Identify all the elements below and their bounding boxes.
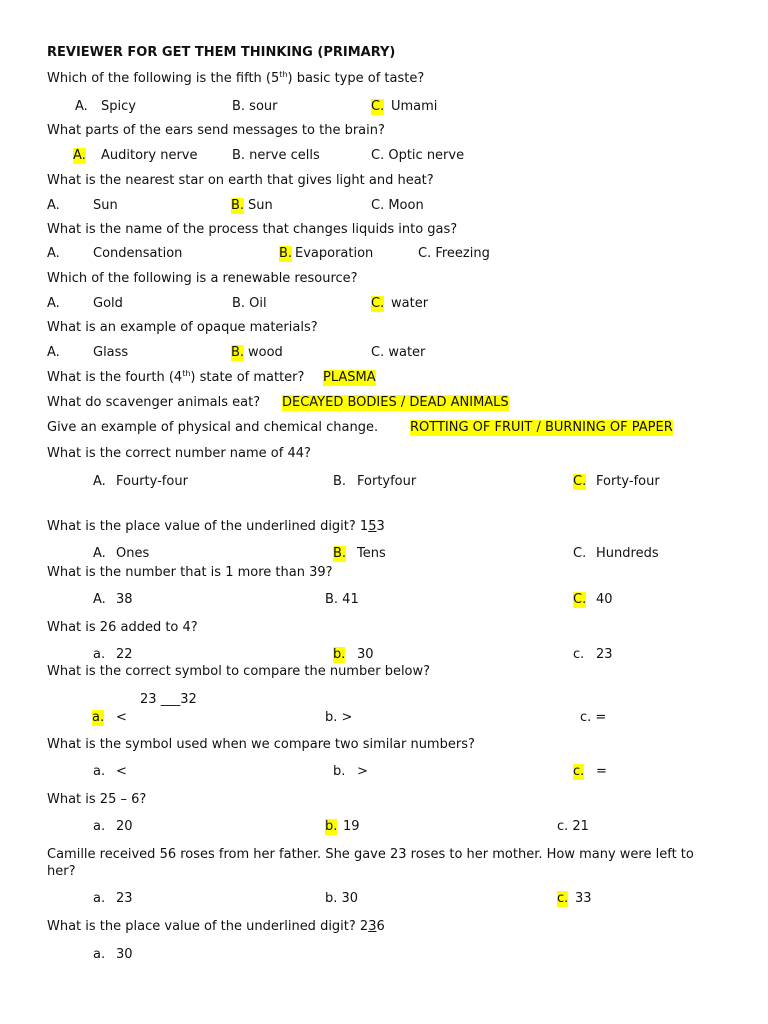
q2-option-c: C. Optic nerve <box>371 148 465 163</box>
q9-answer: ROTTING OF FRUIT / BURNING OF PAPER <box>410 420 673 435</box>
q15-option-b: > <box>357 764 368 779</box>
q10-option-a: Fourty-four <box>116 474 188 489</box>
question-2: What parts of the ears send messages to the brain? <box>47 123 385 138</box>
q15-option-b-letter: b. <box>333 764 346 779</box>
q7-sup: th <box>182 369 191 378</box>
document-title: REVIEWER FOR GET THEM THINKING (PRIMARY) <box>47 45 396 60</box>
q15-option-c: = <box>596 764 607 779</box>
q8-answer: DECAYED BODIES / DEAD ANIMALS <box>282 395 509 410</box>
q2-option-b: B. nerve cells <box>232 148 320 163</box>
q17-option-b: b. 30 <box>325 891 359 906</box>
question-3: What is the nearest star on earth that gives light and heat? <box>47 173 434 188</box>
q1-option-b: B. sour <box>232 99 278 114</box>
q1-text: Which of the following is the fifth (5 <box>47 71 280 86</box>
q1-option-a: Spicy <box>101 99 136 114</box>
question-4: What is the name of the process that changes liquids into gas? <box>47 222 458 237</box>
question-13: What is 26 added to 4? <box>47 620 198 635</box>
q1-option-c-letter: C. <box>371 99 385 114</box>
q17-option-a: 23 <box>116 891 133 906</box>
q1-sup: th <box>279 70 288 79</box>
q6-option-b-letter: B. <box>231 345 245 360</box>
q5-option-a-letter: A. <box>47 296 60 311</box>
q13-option-a: 22 <box>116 647 133 662</box>
q16-option-c: c. 21 <box>557 819 589 834</box>
q1-option-c: Umami <box>391 99 438 114</box>
q4-option-a-letter: A. <box>47 246 60 261</box>
q7-answer: PLASMA <box>323 370 376 385</box>
q11-option-c: Hundreds <box>596 546 659 561</box>
q11-option-a-letter: A. <box>93 546 106 561</box>
q11-option-b: Tens <box>357 546 386 561</box>
q17-option-c: 33 <box>575 891 592 906</box>
question-17-line-1: Camille received 56 roses from her father. She gave 23 roses to her mother. How many were left to <box>47 847 694 862</box>
q4-option-b-letter: B. <box>279 246 293 261</box>
q3-option-c: C. Moon <box>371 198 424 213</box>
q1-text-end: ) basic type of taste? <box>287 71 425 86</box>
q14-right-number: 32 <box>180 692 197 707</box>
q18-option-a: 30 <box>116 947 133 962</box>
q13-option-c-letter: c. <box>573 647 585 662</box>
q18-option-a-letter: a. <box>93 947 106 962</box>
q15-option-c-letter: c. <box>573 764 585 779</box>
q16-option-b-letter: b. <box>325 819 338 834</box>
q5-option-c: water <box>391 296 429 311</box>
q7-text-end: ) state of matter? <box>190 370 305 385</box>
q15-option-a: < <box>116 764 127 779</box>
q3-option-b-letter: B. <box>231 198 245 213</box>
q17-option-c-letter: c. <box>557 891 569 906</box>
q2-option-a-letter: A. <box>73 148 86 163</box>
q11-underlined-digit: 5 <box>368 519 377 534</box>
q18-text-end: 6 <box>376 919 385 934</box>
q7-text: What is the fourth (4 <box>47 370 183 385</box>
q12-option-a: 38 <box>116 592 133 607</box>
q18-text: What is the place value of the underlined digit? 2 <box>47 919 369 934</box>
q14-option-a-letter: a. <box>92 710 105 725</box>
q3-option-b: Sun <box>248 198 273 213</box>
q3-option-a-letter: A. <box>47 198 60 213</box>
q4-option-a: Condensation <box>93 246 183 261</box>
q14-option-b: b. > <box>325 710 353 725</box>
q11-option-c-letter: C. <box>573 546 587 561</box>
q18-underlined-digit: 3 <box>368 919 377 934</box>
question-5: Which of the following is a renewable resource? <box>47 271 358 286</box>
q14-option-c: c. = <box>580 710 607 725</box>
q6-option-a: Glass <box>93 345 129 360</box>
q13-option-b: 30 <box>357 647 374 662</box>
q4-option-c: C. Freezing <box>418 246 490 261</box>
question-12: What is the number that is 1 more than 39? <box>47 565 333 580</box>
q11-option-b-letter: B. <box>333 546 347 561</box>
q4-option-b: Evaporation <box>295 246 374 261</box>
q12-option-c: 40 <box>596 592 613 607</box>
question-14: What is the correct symbol to compare the number below? <box>47 664 431 679</box>
question-1 <box>47 71 424 87</box>
q13-option-c: 23 <box>596 647 613 662</box>
question-7 <box>47 370 304 386</box>
q16-option-b: 19 <box>343 819 360 834</box>
question-10: What is the correct number name of 44? <box>47 446 311 461</box>
q5-option-a: Gold <box>93 296 123 311</box>
q10-option-b-letter: B. <box>333 474 347 489</box>
question-16: What is 25 – 6? <box>47 792 147 807</box>
question-8: What do scavenger animals eat? <box>47 395 261 410</box>
q13-option-b-letter: b. <box>333 647 346 662</box>
q11-text-end: 3 <box>376 519 385 534</box>
question-9: Give an example of physical and chemical change. <box>47 420 379 435</box>
q1-option-a-letter: A. <box>75 99 88 114</box>
question-11 <box>47 519 385 535</box>
q11-text: What is the place value of the underlined digit? 1 <box>47 519 369 534</box>
q10-option-a-letter: A. <box>93 474 106 489</box>
q2-option-a: Auditory nerve <box>101 148 198 163</box>
q15-option-a-letter: a. <box>93 764 106 779</box>
q17-option-a-letter: a. <box>93 891 106 906</box>
q16-option-a-letter: a. <box>93 819 106 834</box>
question-15: What is the symbol used when we compare two similar numbers? <box>47 737 475 752</box>
q12-option-b: B. 41 <box>325 592 359 607</box>
q14-blank: ___ <box>160 692 181 707</box>
q10-option-c-letter: C. <box>573 474 587 489</box>
q13-option-a-letter: a. <box>93 647 106 662</box>
q5-option-b: B. Oil <box>232 296 267 311</box>
q3-option-a: Sun <box>93 198 118 213</box>
question-18 <box>47 919 385 935</box>
q12-option-c-letter: C. <box>573 592 587 607</box>
q6-option-a-letter: A. <box>47 345 60 360</box>
question-17-line-2: her? <box>47 864 76 879</box>
question-6: What is an example of opaque materials? <box>47 320 318 335</box>
q14-comparison <box>140 692 197 708</box>
q14-option-a: < <box>116 710 127 725</box>
q10-option-b: Fortyfour <box>357 474 417 489</box>
q14-left-number: 23 <box>140 692 157 707</box>
q6-option-b: wood <box>248 345 283 360</box>
q12-option-a-letter: A. <box>93 592 106 607</box>
q5-option-c-letter: C. <box>371 296 385 311</box>
q6-option-c: C. water <box>371 345 426 360</box>
q11-option-a: Ones <box>116 546 150 561</box>
q10-option-c: Forty-four <box>596 474 660 489</box>
q16-option-a: 20 <box>116 819 133 834</box>
